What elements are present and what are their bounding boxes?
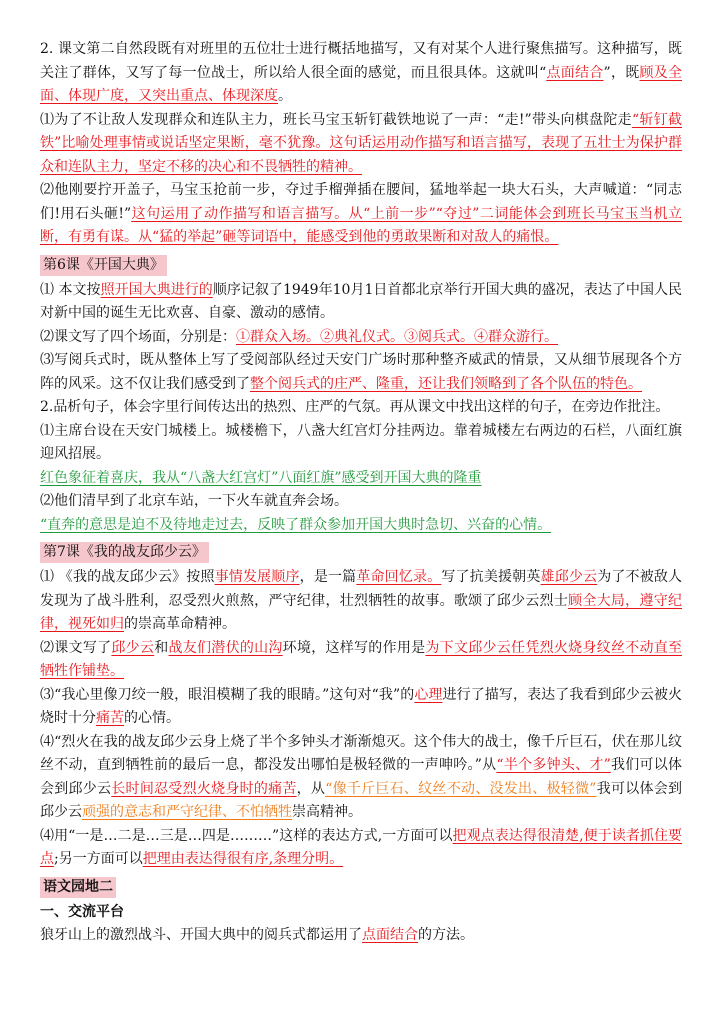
lesson6-item-2: ⑵课文写了四个场面，分别是：①群众入场。②典礼仪式。③阅兵式。④群众游行。	[40, 328, 558, 345]
lesson7-item-2: ⑵课文写了邱少云和战友们潜伏的山沟环境，这样写的作用是为下文邱少云任凭烈火烧身纹丝不动直至牺牲作铺垫。	[40, 639, 683, 679]
lesson6-sentence-2: ⑵他们清早到了北京车站，一下火车就直奔会场。	[40, 493, 348, 509]
lesson6-note-2: “直奔的意思是迫不及待地走过去，反映了群众参加开国大典时急切、兴奋的心情。	[40, 516, 552, 533]
annotation: 这句运用了动作描写和语言描写。从“上前一步”“夺过”二词能体会到班长马宝玉当机立断，有勇有谋。从“猛的举起”砸等词语中，能感受到他的勇敢果断和对敌人的痛恨。	[40, 205, 682, 245]
paragraph-point-surface: 2. 课文第二自然段既有对班里的五位壮士进行概括地描写，又有对某个人进行聚焦描写。这种描写，既关注了群体，又写了每一位战士，所以给人很全面的感觉，而且很具体。这就叫“点面结合”，既顾及全面、体现广度，又突出重点、体现深度。	[40, 41, 682, 104]
unit2-item-1: 狼牙山上的激烈战斗、开国大典中的阅兵式都运用了点面结合的方法。	[40, 927, 474, 943]
lesson6-item-3: ⑶写阅兵式时，既从整体上写了受阅部队经过天安门广场时那种整齐威武的情景，又从细节展现各个方阵的风采。这不仅让我们感受到了整个阅兵式的庄严、隆重，还让我们领略到了各个队伍的特色。	[40, 352, 682, 392]
lesson6-item-1: ⑴ 本文按照开国大典进行的顺序记叙了1949年10月1日首都北京举行开国大典的盛况，表达了中国人民对新中国的诞生无比欢喜、自豪、激动的感情。	[40, 281, 682, 321]
lesson7-item-3: ⑶“我心里像刀绞一般，眼泪模糊了我的眼睛。”这句对“我”的心理进行了描写，表达了我看到邱少云被火烧时十分痛苦的心情。	[40, 686, 682, 726]
lesson6-note-1: 红色象征着喜庆，我从“八盏大红宫灯”八面红旗”感受到开国大典的隆重	[40, 469, 482, 486]
lesson7-item-1: ⑴ 《我的战友邱少云》按照事情发展顺序，是一篇革命回忆录。写了抗美援朝英雄邱少云为了不被敌人发现为了战斗胜利，忍受烈火煎熬，严守纪律，壮烈牺牲的故事。歌颂了邱少云烈士顾全大局，遵守纪律，视死如归的崇高革命精神。	[40, 569, 683, 632]
section-heading-lesson-6: 第6课《开国大典》	[40, 255, 167, 276]
section-heading-lesson-7: 第7课《我的战友邱少云》	[40, 542, 209, 563]
lesson6-sentence-1: ⑴主席台设在天安门城楼上。城楼檐下，八盏大红宫灯分挂两边。靠着城楼左右两边的石栏，八面红旗迎风招展。	[40, 422, 682, 462]
subheading-exchange-platform: 一、交流平台	[40, 903, 124, 920]
section-heading-unit-2: 语文园地二	[40, 877, 116, 898]
paragraph-sentence-1: ⑴为了不让敌人发现群众和连队主力，班长马宝玉斩钉截铁地说了一声：“走!”带头向棋盘陀走“斩钉截铁”比喻处理事情或说话坚定果断，毫不犹豫。这句话运用动作描写和语言描写，表现了五壮士为保护群众和连队主力，坚定不移的决心和不畏牺牲的精神。	[40, 111, 682, 175]
annotation: “斩钉截铁”比喻处理事情或说话坚定果断，毫不犹豫。这句话运用动作描写和语言描写，表现了五壮士为保护群众和连队主力，坚定不移的决心和不畏牺牲的精神。	[40, 111, 682, 175]
lesson7-item-4: ⑷“烈火在我的战友邱少云身上烧了半个多钟头才渐渐熄灭。这个伟大的战士，像千斤巨石，伏在那儿纹丝不动，直到牺牲前的最后一息，都没发出哪怕是极轻微的一声呻吟。”从“半个多钟头、才”我们可以体会到邱少云长时间忍受烈火烧身时的痛苦，从“像千斤巨石、纹丝不动、没发出、极轻微”我可以体会到邱少云顽强的意志和严守纪律、不怕牺牲崇高精神。	[40, 733, 683, 820]
paragraph-sentence-2: ⑵他刚要拧开盖子，马宝玉抢前一步，夺过手榴弹插在腰间，猛地举起一块大石头，大声喊道：“同志们!用石头砸!”这句运用了动作描写和语言描写。从“上前一步”“夺过”二词能体会到班长马宝玉当机立断，有勇有谋。从“猛的举起”砸等词语中，能感受到他的勇敢果断和对敌人的痛恨。	[40, 182, 682, 245]
lesson7-item-5: ⑷用“一是…二是…三是…四是………”这样的表达方式,一方面可以把观点表达得很清楚,便于读者抓住要点;另一方面可以把理由表达得很有序,条理分明。	[40, 827, 683, 867]
lesson6-task: 2.品析句子，体会字里行间传达出的热烈、庄严的气氛。再从课文中找出这样的句子，在旁边作批注。	[40, 399, 670, 415]
